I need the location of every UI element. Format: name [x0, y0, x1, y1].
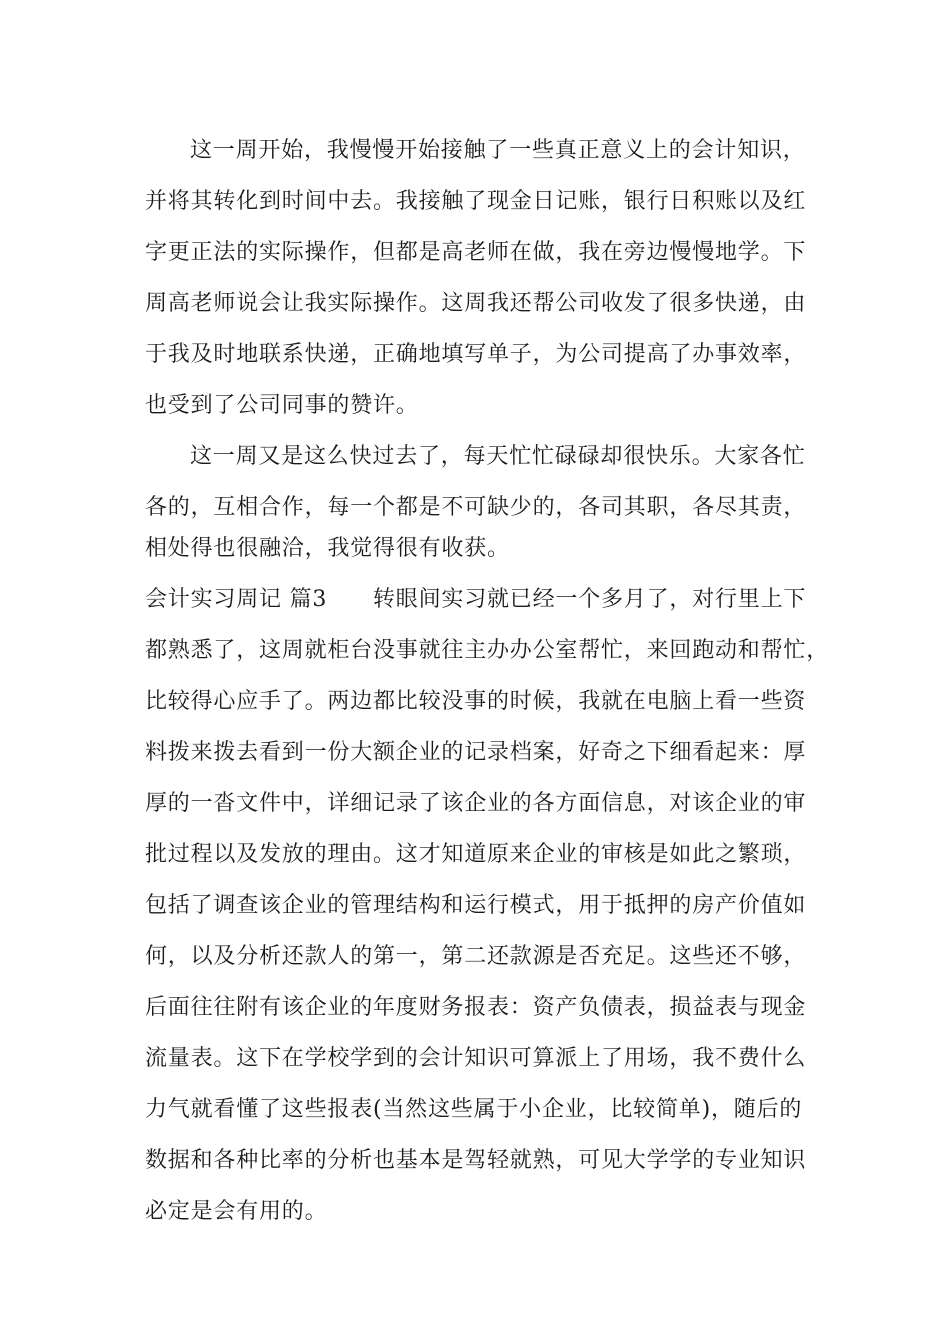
paragraph-line: 必定是会有用的。 — [145, 1199, 328, 1224]
paragraph-line: 何，以及分析还款人的第一，第二还款源是否充足。这些还不够， — [145, 944, 807, 969]
section-heading: 会计实习周记 篇3 — [145, 587, 328, 612]
paragraph-line: 周高老师说会让我实际操作。这周我还帮公司收发了很多快递，由 — [145, 291, 807, 316]
paragraph-line: 相处得也很融洽，我觉得很有收获。 — [145, 536, 510, 561]
paragraph-line: 转眼间实习就已经一个多月了，对行里上下 — [373, 587, 807, 612]
paragraph-line: 数据和各种比率的分析也基本是驾轻就熟，可见大学学的专业知识 — [145, 1148, 807, 1173]
paragraph-line: 力气就看懂了这些报表(当然这些属于小企业，比较简单)，随后的 — [145, 1097, 803, 1122]
paragraph-line: 并将其转化到时间中去。我接触了现金日记账，银行日积账以及红 — [145, 189, 807, 214]
paragraph-line: 字更正法的实际操作，但都是高老师在做，我在旁边慢慢地学。下 — [145, 240, 807, 265]
paragraph-line: 也受到了公司同事的赞许。 — [145, 393, 419, 418]
paragraph-line: 各的，互相合作，每一个都是不可缺少的，各司其职，各尽其责， — [145, 495, 807, 520]
paragraph-line: 后面往往附有该企业的年度财务报表：资产负债表，损益表与现金 — [145, 995, 807, 1020]
paragraph-line: 比较得心应手了。两边都比较没事的时候，我就在电脑上看一些资 — [145, 689, 807, 714]
paragraph-line: 这一周开始，我慢慢开始接触了一些真正意义上的会计知识， — [190, 138, 806, 163]
paragraph-line: 料拨来拨去看到一份大额企业的记录档案，好奇之下细看起来：厚 — [145, 740, 807, 765]
paragraph-line: 厚的一沓文件中，详细记录了该企业的各方面信息，对该企业的审 — [145, 791, 807, 816]
paragraph-line: 于我及时地联系快递，正确地填写单子，为公司提高了办事效率， — [145, 342, 807, 367]
paragraph-line: 这一周又是这么快过去了，每天忙忙碌碌却很快乐。大家各忙 — [190, 444, 806, 469]
paragraph-line: 批过程以及发放的理由。这才知道原来企业的审核是如此之繁琐， — [145, 842, 807, 867]
paragraph-line: 包括了调查该企业的管理结构和运行模式，用于抵押的房产价值如 — [145, 893, 807, 918]
paragraph-line: 流量表。这下在学校学到的会计知识可算派上了用场，我不费什么 — [145, 1046, 807, 1071]
section-heading-line — [145, 580, 825, 620]
paragraph-line: 都熟悉了，这周就柜台没事就往主办办公室帮忙，来回跑动和帮忙， — [145, 638, 830, 663]
